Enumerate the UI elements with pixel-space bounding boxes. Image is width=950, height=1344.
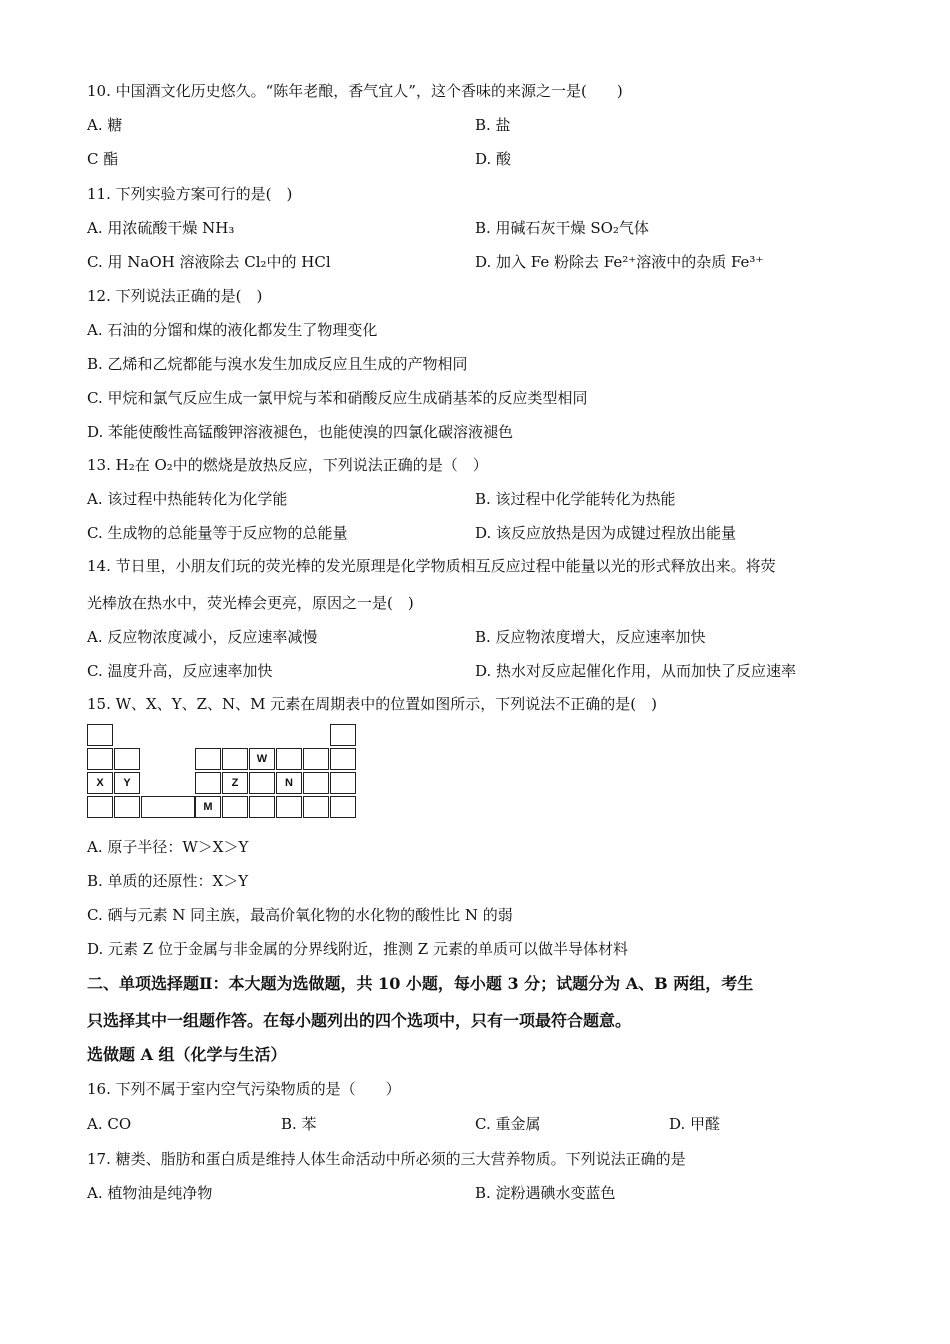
q10-option-d: D. 酸 xyxy=(475,150,512,168)
q13-option-b: B. 该过程中化学能转化为热能 xyxy=(475,490,676,508)
q16-option-d: D. 甲醛 xyxy=(669,1115,721,1133)
q16-option-b: B. 苯 xyxy=(281,1115,317,1133)
table-cell xyxy=(195,772,221,794)
table-cell-w: W xyxy=(249,748,275,770)
table-cell xyxy=(330,796,356,818)
q10-option-c: C 酯 xyxy=(87,150,119,168)
group-a-heading: 选做题 A 组（化学与生活） xyxy=(87,1045,287,1064)
q17-option-a: A. 植物油是纯净物 xyxy=(87,1184,213,1202)
q16-option-a: A. CO xyxy=(87,1115,132,1133)
table-cell-m: M xyxy=(195,796,221,818)
q10-option-a: A. 糖 xyxy=(87,116,123,134)
q15-option-d: D. 元素 Z 位于金属与非金属的分界线附近，推测 Z 元素的单质可以做半导体材料 xyxy=(87,940,628,958)
q11-option-c: C. 用 NaOH 溶液除去 Cl₂中的 HCl xyxy=(87,253,331,271)
table-cell xyxy=(249,796,275,818)
q17-stem: 17. 糖类、脂肪和蛋白质是维持人体生命活动中所必须的三大营养物质。下列说法正确的是 xyxy=(87,1150,686,1168)
q15-option-c: C. 硒与元素 N 同主族，最高价氧化物的水化物的酸性比 N 的弱 xyxy=(87,906,513,924)
q14-stem-line2: 光棒放在热水中，荧光棒会更亮，原因之一是( ) xyxy=(87,594,414,612)
q12-option-a: A. 石油的分馏和煤的液化都发生了物理变化 xyxy=(87,321,378,339)
q11-stem: 11. 下列实验方案可行的是( ) xyxy=(87,185,293,203)
table-cell xyxy=(87,724,113,746)
table-cell-z: Z xyxy=(222,772,248,794)
table-cell xyxy=(249,772,275,794)
table-cell xyxy=(195,748,221,770)
q11-option-a: A. 用浓硫酸干燥 NH₃ xyxy=(87,219,235,237)
q14-option-d: D. 热水对反应起催化作用，从而加快了反应速率 xyxy=(475,662,797,680)
table-cell xyxy=(330,748,356,770)
q15-option-a: A. 原子半径：W＞X＞Y xyxy=(87,838,249,856)
q15-stem: 15. W、X、Y、Z、N、M 元素在周期表中的位置如图所示，下列说法不正确的是( ) xyxy=(87,695,658,713)
q13-option-c: C. 生成物的总能量等于反应物的总能量 xyxy=(87,524,348,542)
table-cell xyxy=(87,796,113,818)
q14-option-a: A. 反应物浓度减小，反应速率减慢 xyxy=(87,628,318,646)
table-cell xyxy=(303,748,329,770)
table-cell xyxy=(330,724,356,746)
q11-option-b: B. 用碱石灰干燥 SO₂气体 xyxy=(475,219,649,237)
q14-option-c: C. 温度升高，反应速率加快 xyxy=(87,662,273,680)
table-cell-n: N xyxy=(276,772,302,794)
table-cell-x: X xyxy=(87,772,113,794)
table-cell xyxy=(276,796,302,818)
q13-stem: 13. H₂在 O₂中的燃烧是放热反应，下列说法正确的是（ ） xyxy=(87,456,488,474)
q13-option-a: A. 该过程中热能转化为化学能 xyxy=(87,490,288,508)
section2-heading-line1: 二、单项选择题Ⅱ：本大题为选做题，共 10 小题，每小题 3 分；试题分为 A、B 两组，考生 xyxy=(87,974,754,993)
section2-heading-line2: 只选择其中一组题作答。在每小题列出的四个选项中，只有一项最符合题意。 xyxy=(87,1011,632,1030)
table-cell xyxy=(330,772,356,794)
q14-option-b: B. 反应物浓度增大，反应速率加快 xyxy=(475,628,706,646)
q12-option-d: D. 苯能使酸性高锰酸钾溶液褪色，也能使溴的四氯化碳溶液褪色 xyxy=(87,423,514,441)
q14-stem-line1: 14. 节日里，小朋友们玩的荧光棒的发光原理是化学物质相互反应过程中能量以光的形式释放出来。将荧 xyxy=(87,557,776,575)
q12-stem: 12. 下列说法正确的是( ) xyxy=(87,287,263,305)
table-cell xyxy=(141,796,195,818)
table-cell xyxy=(303,796,329,818)
table-cell xyxy=(87,748,113,770)
table-cell-y: Y xyxy=(114,772,140,794)
q13-option-d: D. 该反应放热是因为成键过程放出能量 xyxy=(475,524,737,542)
table-cell xyxy=(114,748,140,770)
q16-stem: 16. 下列不属于室内空气污染物质的是（ ） xyxy=(87,1080,401,1098)
q15-option-b: B. 单质的还原性：X＞Y xyxy=(87,872,249,890)
q16-option-c: C. 重金属 xyxy=(475,1115,541,1133)
table-cell xyxy=(303,772,329,794)
q10-option-b: B. 盐 xyxy=(475,116,511,134)
table-cell xyxy=(222,796,248,818)
q12-option-b: B. 乙烯和乙烷都能与溴水发生加成反应且生成的产物相同 xyxy=(87,355,468,373)
q10-stem: 10. 中国酒文化历史悠久。“陈年老酿，香气宜人”，这个香味的来源之一是( ) xyxy=(87,82,623,100)
q11-option-d: D. 加入 Fe 粉除去 Fe²⁺溶液中的杂质 Fe³⁺ xyxy=(475,253,764,271)
table-cell xyxy=(276,748,302,770)
q17-option-b: B. 淀粉遇碘水变蓝色 xyxy=(475,1184,616,1202)
table-cell xyxy=(114,796,140,818)
q12-option-c: C. 甲烷和氯气反应生成一氯甲烷与苯和硝酸反应生成硝基苯的反应类型相同 xyxy=(87,389,588,407)
table-cell xyxy=(222,748,248,770)
